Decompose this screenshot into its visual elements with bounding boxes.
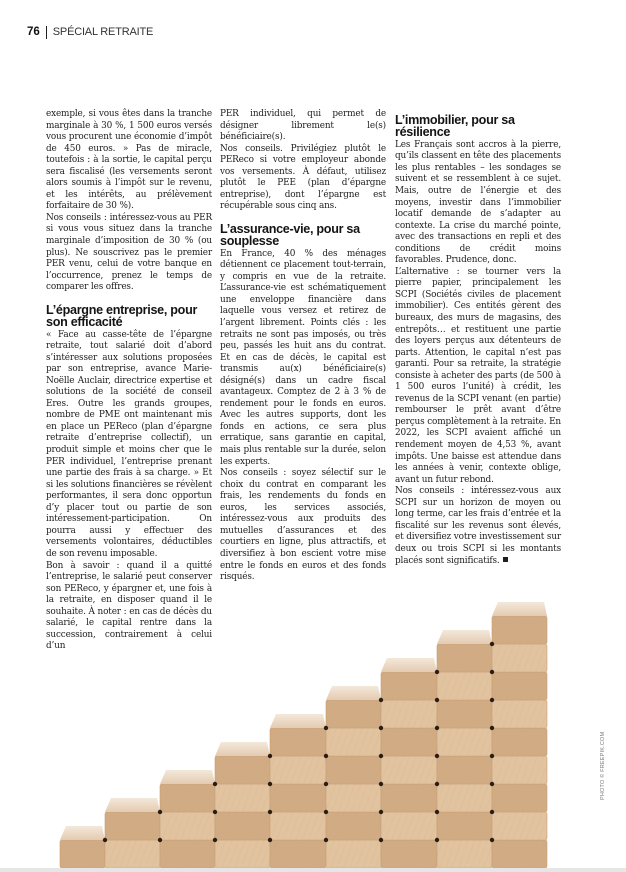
page-header bbox=[27, 24, 153, 40]
wood-grain bbox=[437, 812, 492, 840]
wood-grain bbox=[326, 812, 381, 840]
wood-grain bbox=[270, 840, 326, 868]
block-joint bbox=[490, 726, 494, 730]
block-joint bbox=[268, 810, 272, 814]
wood-grain bbox=[492, 756, 547, 784]
paragraph-text: Nos conseils : intéressez-vous aux SCPI sur un horizon de moyen ou long terme, car les frais d’entrée et la fiscalité sur les revenus sont élevés, et diversifiez votre investissement sur deux ou trois SCPI si les montants placés sont significatifs. bbox=[395, 486, 561, 566]
block-joint bbox=[379, 698, 383, 702]
heading-text: L’assurance-vie, pour sa souplesse bbox=[220, 221, 360, 249]
wood-grain bbox=[437, 672, 492, 700]
block-joint bbox=[324, 838, 328, 842]
section-heading bbox=[220, 223, 386, 248]
paragraph bbox=[395, 140, 561, 267]
block-joint bbox=[379, 782, 383, 786]
block-joint bbox=[379, 754, 383, 758]
paragraph-text: exemple, si vous êtes dans la tranche marginale à 30 %, 1 500 euros versés vous procurent une économie d’impôt de 450 euros. » Pas de miracle, toutefois : à la sortie, le capital perçu sera fiscalisé (les versements seront alors soumis à l’impôt sur le revenu, et les intérêts, au prélèvement forfaitaire de 30 %). bbox=[46, 109, 212, 212]
paragraph-text: Nos conseils : soyez sélectif sur le choix du contrat en comparant les frais, les rendements du fonds en euros, les services associés, intéressez-vous aux produits des mutuelles d’assurances et des courtiers en ligne, plus attractifs, et diversifiez à bon escient votre mise entre le fonds en euros et des fonds risqués. bbox=[220, 468, 386, 583]
section-title: SPÉCIAL RETRAITE bbox=[52, 26, 154, 38]
wood-grain bbox=[381, 756, 437, 784]
block-joint bbox=[213, 838, 217, 842]
wood-grain bbox=[326, 784, 381, 812]
paragraph bbox=[46, 330, 212, 561]
page-bottom-edge bbox=[0, 868, 626, 872]
block-joint bbox=[490, 698, 494, 702]
wood-grain bbox=[492, 616, 547, 644]
wood-grain bbox=[326, 840, 381, 868]
wood-grain bbox=[381, 700, 437, 728]
paragraph-text: Les Français sont accros à la pierre, qu’ils classent en tête des placements les plus rentables – les sondages se suivent et se ressemblent à ce sujet. Mais, outre de l’énergie et des moyens, investir dans l’immobilier locatif demande de s’adapter au contexte. La crise du marché pointe, avec des transactions en repli et des conditions de crédit moins favorables. Prudence, donc. bbox=[395, 139, 561, 266]
block-joint bbox=[435, 838, 439, 842]
article-column-3 bbox=[395, 114, 561, 567]
block-joint bbox=[435, 754, 439, 758]
wood-grain bbox=[326, 756, 381, 784]
wood-grain bbox=[437, 784, 492, 812]
wood-grain bbox=[215, 784, 270, 812]
article-column-2 bbox=[220, 109, 386, 584]
wood-grain bbox=[492, 700, 547, 728]
wood-grain bbox=[492, 644, 547, 672]
wood-grain bbox=[381, 840, 437, 868]
block-joint bbox=[324, 810, 328, 814]
block-joint bbox=[435, 670, 439, 674]
paragraph-text: Bon à savoir : quand il a quitté l’entreprise, le salarié peut conserver son PEReco, y épargner et, une fois à la retraite, en disposer quand il le souhaite. À noter : en cas de décès du salarié, le capital rentre dans la succession, contrairement à celui d’un bbox=[46, 560, 212, 652]
section-heading bbox=[46, 304, 212, 329]
paragraph bbox=[46, 109, 212, 213]
block-top-face bbox=[60, 826, 105, 840]
page-number: 76 bbox=[27, 26, 40, 38]
block-joint bbox=[324, 726, 328, 730]
wood-grain bbox=[160, 840, 215, 868]
wood-grain bbox=[492, 672, 547, 700]
paragraph bbox=[395, 486, 561, 567]
block-joint bbox=[379, 810, 383, 814]
wood-grain bbox=[105, 812, 160, 840]
heading-text: L’immobilier, pour sa résilience bbox=[395, 113, 515, 140]
block-joint bbox=[379, 838, 383, 842]
header-divider bbox=[46, 26, 47, 39]
block-joint bbox=[490, 838, 494, 842]
paragraph-text: PER individuel, qui permet de désigner librement le(s) bénéficiaire(s). bbox=[220, 109, 386, 143]
wood-grain bbox=[60, 840, 105, 868]
block-joint bbox=[103, 838, 107, 842]
block-top-face bbox=[105, 798, 160, 812]
block-top-face bbox=[215, 742, 270, 756]
paragraph-text: Nos conseils : intéressez-vous au PER si vous vous situez dans la tranche marginale d’imposition de 30 % (ou plus). Ne souscrivez pas le premier PER venu, celui de votre banque en l’occurrence, prenez le temps de comparer les offres. bbox=[46, 212, 212, 293]
wood-grain bbox=[270, 728, 326, 756]
wood-grain bbox=[437, 700, 492, 728]
block-top-face bbox=[381, 658, 437, 672]
wood-grain bbox=[270, 812, 326, 840]
block-joint bbox=[435, 726, 439, 730]
photo-credit: PHOTO © FREEPIK.COM bbox=[600, 731, 606, 800]
block-joint bbox=[213, 810, 217, 814]
block-joint bbox=[324, 754, 328, 758]
block-joint bbox=[435, 810, 439, 814]
wood-grain bbox=[381, 672, 437, 700]
wood-grain bbox=[105, 840, 160, 868]
end-of-article-mark bbox=[503, 557, 508, 562]
wood-grain bbox=[381, 728, 437, 756]
block-joint bbox=[490, 754, 494, 758]
article-column-1 bbox=[46, 109, 212, 653]
paragraph-text: Nos conseils. Privilégiez plutôt le PEReco si votre employeur abonde vos versements. À défaut, utilisez plutôt le PEE (plan d’épargne entreprise), dont l’épargne est récupérable sous cinq ans. bbox=[220, 143, 386, 212]
wood-grain bbox=[437, 728, 492, 756]
wood-grain bbox=[492, 728, 547, 756]
block-joint bbox=[324, 782, 328, 786]
wood-grain bbox=[270, 756, 326, 784]
wood-grain bbox=[326, 728, 381, 756]
block-joint bbox=[268, 838, 272, 842]
wood-grain bbox=[437, 756, 492, 784]
block-joint bbox=[268, 754, 272, 758]
block-joint bbox=[379, 726, 383, 730]
block-joint bbox=[435, 782, 439, 786]
wood-grain bbox=[215, 756, 270, 784]
wood-grain bbox=[215, 840, 270, 868]
wood-grain bbox=[326, 700, 381, 728]
wood-grain bbox=[437, 644, 492, 672]
section-heading bbox=[395, 114, 561, 139]
wood-grain bbox=[381, 812, 437, 840]
paragraph-text: En France, 40 % des ménages détiennent ce placement tout-terrain, y compris en vue de la retraite. L’assurance-vie est schématiquement une enveloppe financière dans laquelle vous versez et retirez de l’argent librement. Points clés : les retraits ne sont pas imposés, ou très peu, passés les huit ans du contrat. Et en cas de décès, le capital est transmis au(x) bénéficiaire(s) désigné(s) dans un cadre fiscal avantageux. Comptez de 2 à 3 % de rendement pour le fonds en euros. Avec les autres supports, dont les fonds en actions, ce sera plus erratique, sans garantie en capital, mais plus rentable sur la durée, selon les experts. bbox=[220, 248, 386, 467]
block-top-face bbox=[437, 630, 492, 644]
block-joint bbox=[490, 642, 494, 646]
paragraph-text: « Face au casse-tête de l’épargne retraite, tout salarié doit d’abord s’intéresser aux solutions proposées par son entreprise, avance Marie-Noëlle Auclair, directrice expertise et solutions de la société de conseil Eres. Outre les grands groupes, nombre de PME ont maintenant mis en place un PEReco (plan d’épargne retraite d’entreprise collectif), un produit simple et moins cher que le PER individuel, l’entreprise prenant une partie des frais à sa charge. » Et si les solutions financières se révèlent performantes, il sera donc opportun d’y placer tout ou partie de son intéressement-participation. On pourra aussi y effectuer des versements volontaires, déductibles de son revenu imposable. bbox=[46, 329, 212, 559]
block-joint bbox=[213, 782, 217, 786]
block-joint bbox=[268, 782, 272, 786]
wood-grain bbox=[492, 840, 547, 868]
block-top-face bbox=[326, 686, 381, 700]
heading-text: L’épargne entreprise, pour son efficacité bbox=[46, 302, 198, 330]
block-top-face bbox=[492, 602, 547, 616]
wood-grain bbox=[381, 784, 437, 812]
block-joint bbox=[490, 670, 494, 674]
paragraph bbox=[220, 144, 386, 213]
wood-grain bbox=[492, 784, 547, 812]
wood-grain bbox=[215, 812, 270, 840]
wood-grain bbox=[492, 812, 547, 840]
paragraph-text: L’alternative : se tourner vers la pierre papier, principalement les SCPI (Sociétés civiles de placement immobilier). Ces entités gèrent des bureaux, des murs de magasins, des entrepôts… et restituent une partie des loyers perçus aux détenteurs de parts. Attention, le capital n’est pas garanti. Pour sa retraite, la stratégie consiste à acheter des parts (de 500 à 1 500 euros l’unité) à crédit, les revenus de la SCPI venant (en partie) rembourser le prêt avant d’être perçus complètement à la retraite. En 2022, les SCPI avaient affiché un rendement moyen de 4,53 %, avant impôts. Une baisse est attendue dans les années à venir, contexte oblige, avant un futur rebond. bbox=[395, 266, 561, 485]
block-joint bbox=[435, 698, 439, 702]
block-joint bbox=[158, 838, 162, 842]
block-top-face bbox=[270, 714, 326, 728]
paragraph bbox=[46, 213, 212, 294]
block-top-face bbox=[160, 770, 215, 784]
blocks-group bbox=[60, 602, 547, 868]
paragraph bbox=[220, 249, 386, 468]
paragraph bbox=[220, 109, 386, 144]
wood-grain bbox=[437, 840, 492, 868]
wood-grain bbox=[160, 784, 215, 812]
wood-grain bbox=[270, 784, 326, 812]
block-joint bbox=[490, 810, 494, 814]
wood-grain bbox=[160, 812, 215, 840]
block-joint bbox=[490, 782, 494, 786]
paragraph bbox=[220, 468, 386, 583]
block-joint bbox=[158, 810, 162, 814]
wooden-blocks-photo bbox=[0, 600, 626, 872]
paragraph bbox=[395, 267, 561, 486]
